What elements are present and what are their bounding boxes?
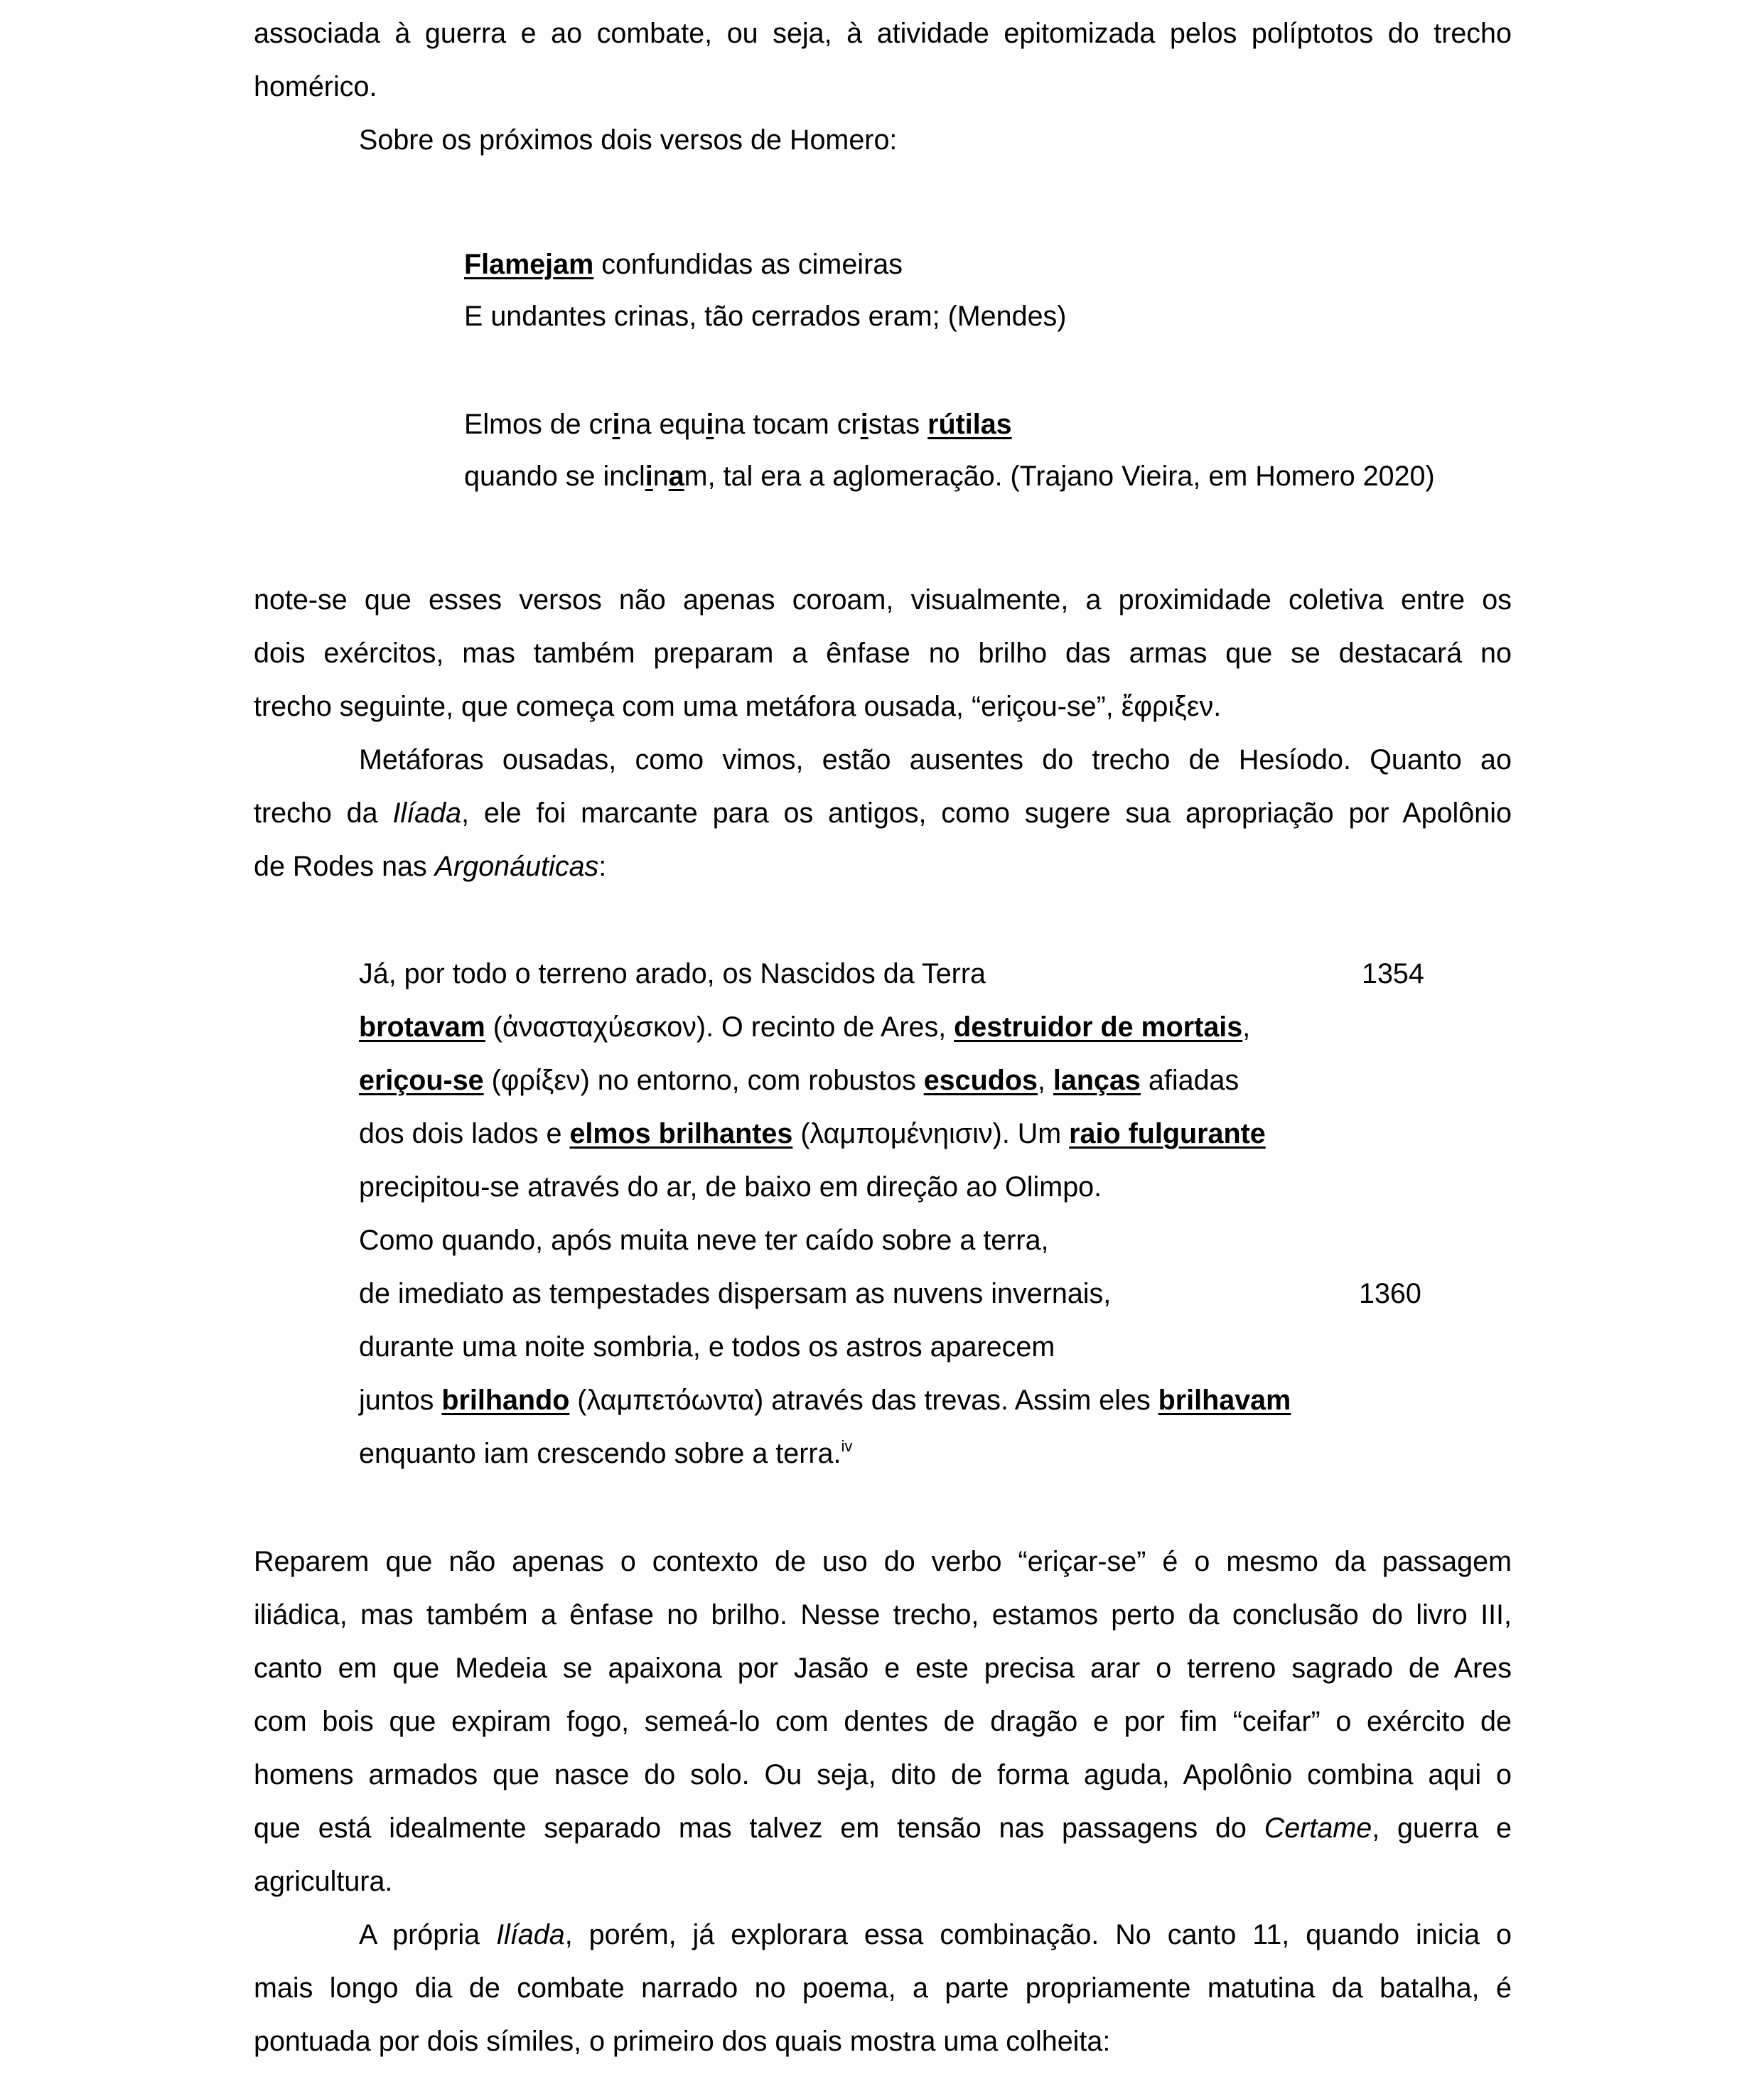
quote-apollonius-line-1: Já, por todo o terreno arado, os Nascidos da Terra: [359, 958, 986, 989]
paragraph-5-line-7: agricultura.: [254, 1866, 393, 1897]
highlighted-word: raio fulgurante: [1069, 1118, 1266, 1149]
work-title: Argonáuticas: [434, 851, 599, 882]
quote-apollonius-line-2: brotavam (ἀνασταχύεσκον). O recinto de Ares, destruidor de mortais,: [359, 1011, 1251, 1043]
highlighted-word: brotavam: [359, 1011, 485, 1043]
line-number: 1360: [1359, 1278, 1421, 1309]
quote-mendes-line-1: Flamejam confundidas as cimeiras: [464, 249, 903, 280]
paragraph-2-line-1: Sobre os próximos dois versos de Homero:: [359, 124, 898, 156]
paragraph-1-line-1: associada à guerra e ao combate, ou seja, à atividade epitomizada pelos políptotos do trecho: [254, 18, 1512, 49]
quote-apollonius-line-10: enquanto iam crescendo sobre a terra.$^{iv}$: [359, 1437, 853, 1469]
stressed-vowel: i: [645, 461, 653, 492]
quote-apollonius-line-9: juntos brilhando (λαμπετόωντα) através das trevas. Assim eles brilhavam: [359, 1385, 1291, 1416]
stressed-vowel: i: [860, 409, 868, 440]
stressed-vowel: a: [668, 461, 684, 492]
paragraph-5-line-6: que está idealmente separado mas talvez em tensão nas passagens do Certame, guerra e: [254, 1813, 1512, 1844]
quote-apollonius-line-6: Como quando, após muita neve ter caído sobre a terra,: [359, 1225, 1049, 1256]
quote-apollonius-line-5: precipitou-se através do ar, de baixo em direção ao Olimpo.: [359, 1171, 1102, 1203]
paragraph-4-line-1: Metáforas ousadas, como vimos, estão ausentes do trecho de Hesíodo. Quanto ao: [359, 744, 1512, 775]
quote-trajano-line-1: Elmos de crina equina tocam cristas rútilas: [464, 409, 1012, 440]
paragraph-5-line-2: iliádica, mas também a ênfase no brilho. Nesse trecho, estamos perto da conclusão do livro III,: [254, 1599, 1512, 1631]
stressed-vowel: i: [706, 409, 714, 440]
paragraph-4-line-2: trecho da Ilíada, ele foi marcante para os antigos, como sugere sua apropriação por Apolônio: [254, 798, 1512, 829]
paragraph-3-line-3: trecho seguinte, que começa com uma metáfora ousada, “eriçou-se”, ἔφριξεν.: [254, 691, 1222, 722]
stressed-vowel: i: [612, 409, 620, 440]
paragraph-6-line-1: A própria Ilíada, porém, já explorara essa combinação. No canto 11, quando inicia o: [359, 1919, 1512, 1950]
footnote-marker[interactable]: iv: [841, 1437, 853, 1455]
paragraph-3-line-1: note-se que esses versos não apenas coroam, visualmente, a proximidade coletiva entre os: [254, 584, 1512, 616]
paragraph-3-line-2: dois exércitos, mas também preparam a ênfase no brilho das armas que se destacará no: [254, 638, 1512, 669]
quote-apollonius-line-4: dos dois lados e elmos brilhantes (λαμπομένηισιν). Um raio fulgurante: [359, 1118, 1266, 1149]
highlighted-word: destruidor de mortais: [954, 1011, 1243, 1043]
line-number: 1354: [1362, 958, 1424, 989]
quote-apollonius-line-8: durante uma noite sombria, e todos os astros aparecem: [359, 1331, 1055, 1363]
paragraph-5-line-1: Reparem que não apenas o contexto de uso do verbo “eriçar-se” é o mesmo da passagem: [254, 1546, 1512, 1577]
highlighted-word: eriçou-se: [359, 1065, 484, 1096]
quote-mendes-line-2: E undantes crinas, tão cerrados eram; (Mendes): [464, 301, 1067, 332]
work-title: Ilíada: [496, 1919, 565, 1950]
highlighted-word: escudos: [923, 1065, 1038, 1096]
highlighted-word: Flamejam: [464, 249, 594, 280]
paragraph-5-line-5: homens armados que nasce do solo. Ou seja, dito de forma aguda, Apolônio combina aqui o: [254, 1759, 1512, 1790]
highlighted-word: rútilas: [927, 409, 1012, 440]
paragraph-1-line-2: homérico.: [254, 71, 377, 102]
paragraph-4-line-3: de Rodes nas Argonáuticas:: [254, 851, 607, 882]
highlighted-word: lanças: [1053, 1065, 1141, 1096]
quote-apollonius-line-3: eriçou-se (φρίξεν) no entorno, com robustos escudos, lanças afiadas: [359, 1065, 1239, 1096]
quote-apollonius-line-7: de imediato as tempestades dispersam as nuvens invernais,: [359, 1278, 1112, 1309]
paragraph-5-line-4: com bois que expiram fogo, semeá-lo com dentes de dragão e por fim “ceifar” o exército de: [254, 1706, 1512, 1737]
work-title: Ilíada: [392, 798, 462, 829]
paragraph-5-line-3: canto em que Medeia se apaixona por Jasão e este precisa arar o terreno sagrado de Ares: [254, 1653, 1512, 1684]
highlighted-word: elmos brilhantes: [569, 1118, 793, 1149]
highlighted-word: brilhavam: [1158, 1385, 1291, 1416]
work-title: Certame: [1264, 1813, 1372, 1844]
paragraph-6-line-2: mais longo dia de combate narrado no poema, a parte propriamente matutina da batalha, é: [254, 1972, 1512, 2004]
quote-trajano-line-2: quando se inclinam, tal era a aglomeração. (Trajano Vieira, em Homero 2020): [464, 461, 1435, 492]
highlighted-word: brilhando: [441, 1385, 570, 1416]
paragraph-6-line-3: pontuada por dois símiles, o primeiro dos quais mostra uma colheita:: [254, 2026, 1111, 2057]
